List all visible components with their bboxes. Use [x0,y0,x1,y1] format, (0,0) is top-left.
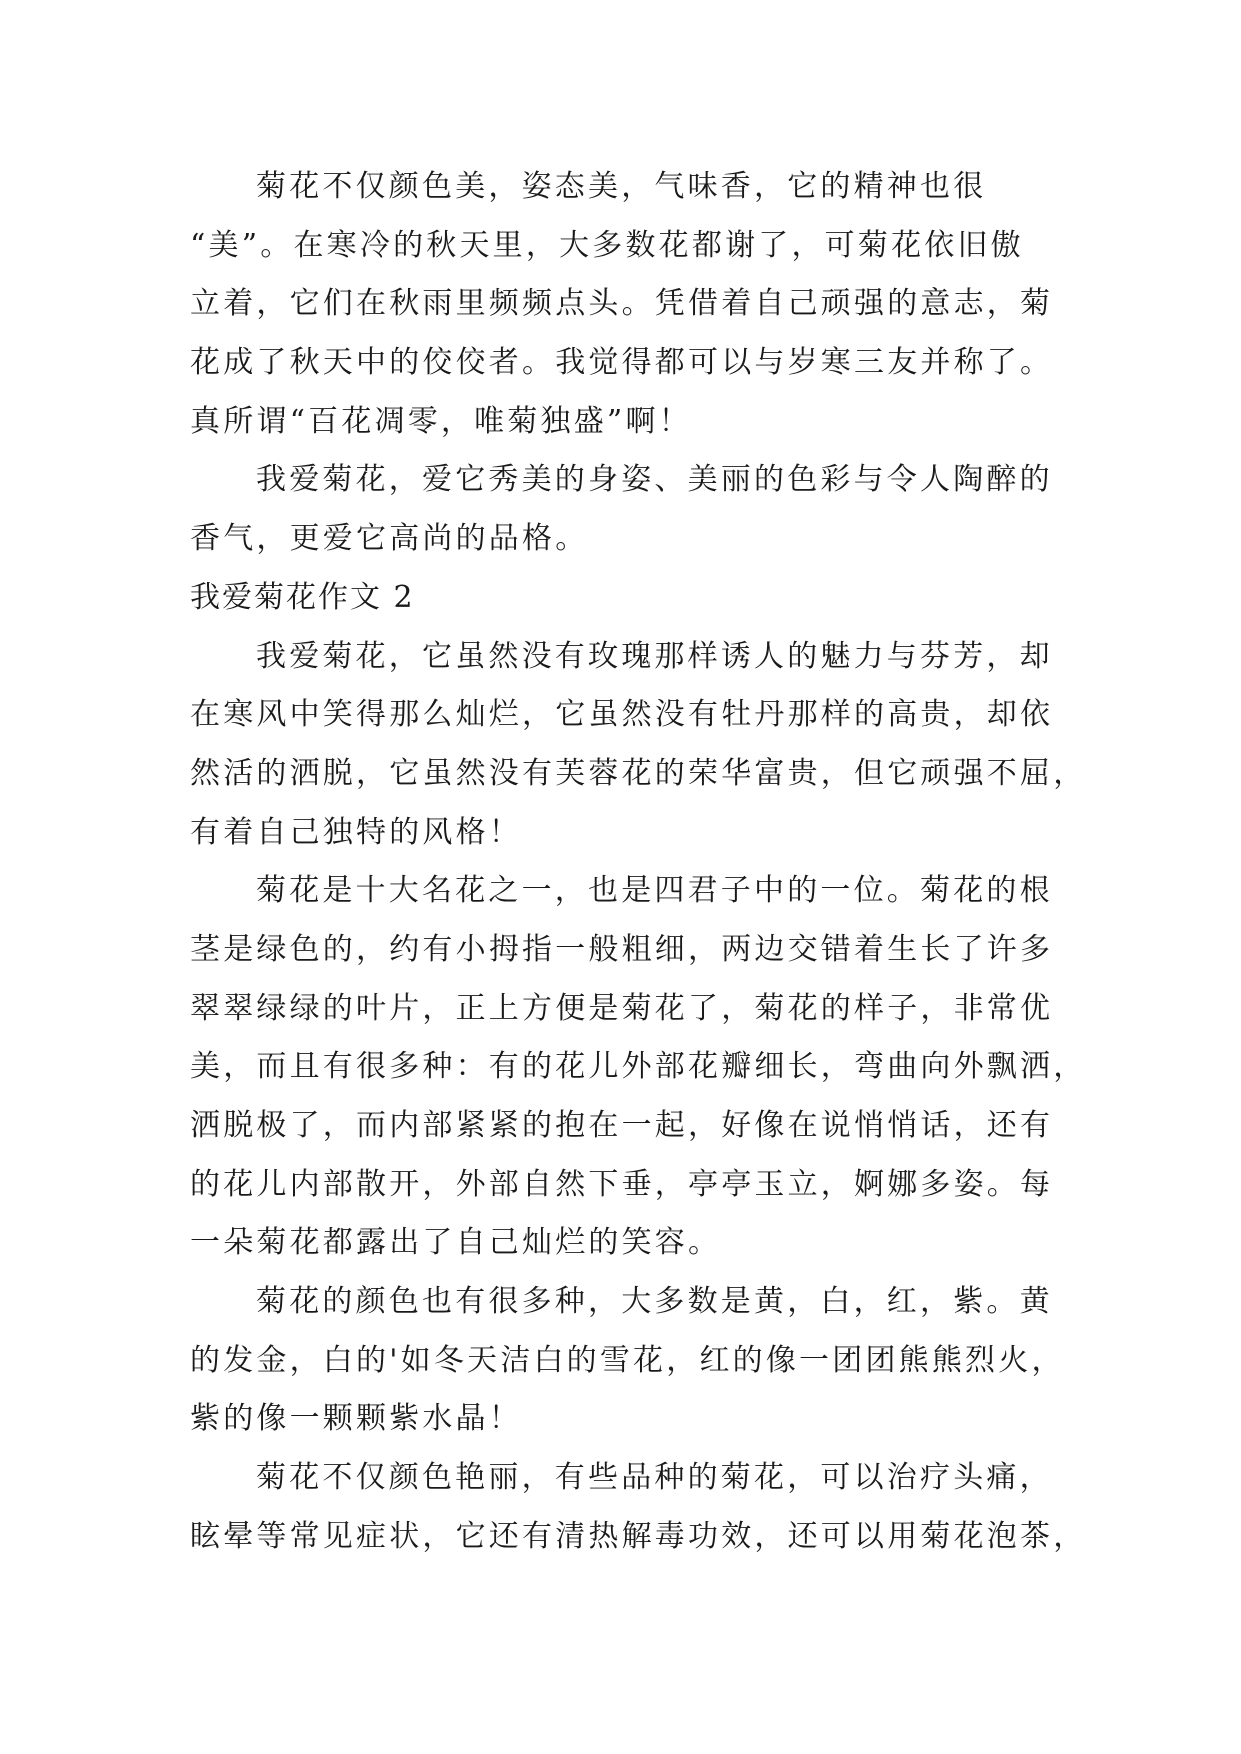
text-line: 紫的像一颗颗紫水晶！ [190,1401,522,1437]
text-line: 菊花的颜色也有很多种，大多数是黄，白，红，紫。黄 [256,1284,1053,1320]
text-line: 美，而且有很多种：有的花儿外部花瓣细长，弯曲向外飘洒， [190,1049,1087,1085]
text-line: 菊花是十大名花之一，也是四君子中的一位。菊花的根 [256,873,1053,909]
text-line: 的发金，白的'如冬天洁白的雪花，红的像一团团熊熊烈火， [190,1342,1065,1378]
text-line: 我爱菊花，爱它秀美的身姿、美丽的色彩与令人陶醉的 [256,462,1053,498]
text-line: 立着，它们在秋雨里频频点头。凭借着自己顽强的意志，菊 [190,286,1054,322]
text-line: 茎是绿色的，约有小拇指一般粗细，两边交错着生长了许多 [190,931,1054,967]
text-line: 然活的洒脱，它虽然没有芙蓉花的荣华富贵，但它顽强不屈， [190,755,1087,791]
text-line: 一朵菊花都露出了自己灿烂的笑容。 [190,1225,722,1261]
text-line: 菊花不仅颜色美，姿态美，气味香，它的精神也很 [256,169,987,204]
text-line: “美”。在寒冷的秋天里，大多数花都谢了，可菊花依旧傲 [190,227,1024,263]
text-line: 我爱菊花，它虽然没有玫瑰那样诱人的魅力与芬芳，却 [256,638,1053,674]
document-page [190,158,1087,1567]
text-line: 香气，更爱它高尚的品格。 [190,521,589,557]
text-line: 菊花不仅颜色艳丽，有些品种的菊花，可以治疗头痛， [256,1460,1053,1496]
text-line: 翠翠绿绿的叶片，正上方便是菊花了，菊花的样子，非常优 [190,990,1054,1026]
text-line: 洒脱极了，而内部紧紧的抱在一起，好像在说悄悄话，还有 [190,1108,1054,1143]
text-line: 的花儿内部散开，外部自然下垂，亭亭玉立，婀娜多姿。每 [190,1166,1054,1202]
text-line: 在寒风中笑得那么灿烂，它虽然没有牡丹那样的高贵，却依 [190,697,1054,733]
text-line: 真所谓“百花凋零，唯菊独盛”啊！ [190,403,692,439]
text-line: 有着自己独特的风格！ [190,814,522,850]
text-line: 眩晕等常见症状，它还有清热解毒功效，还可以用菊花泡茶， [190,1518,1087,1554]
section-heading: 我爱菊花作文 2 [190,579,415,615]
text-line: 花成了秋天中的佼佼者。我觉得都可以与岁寒三友并称了。 [190,345,1054,381]
